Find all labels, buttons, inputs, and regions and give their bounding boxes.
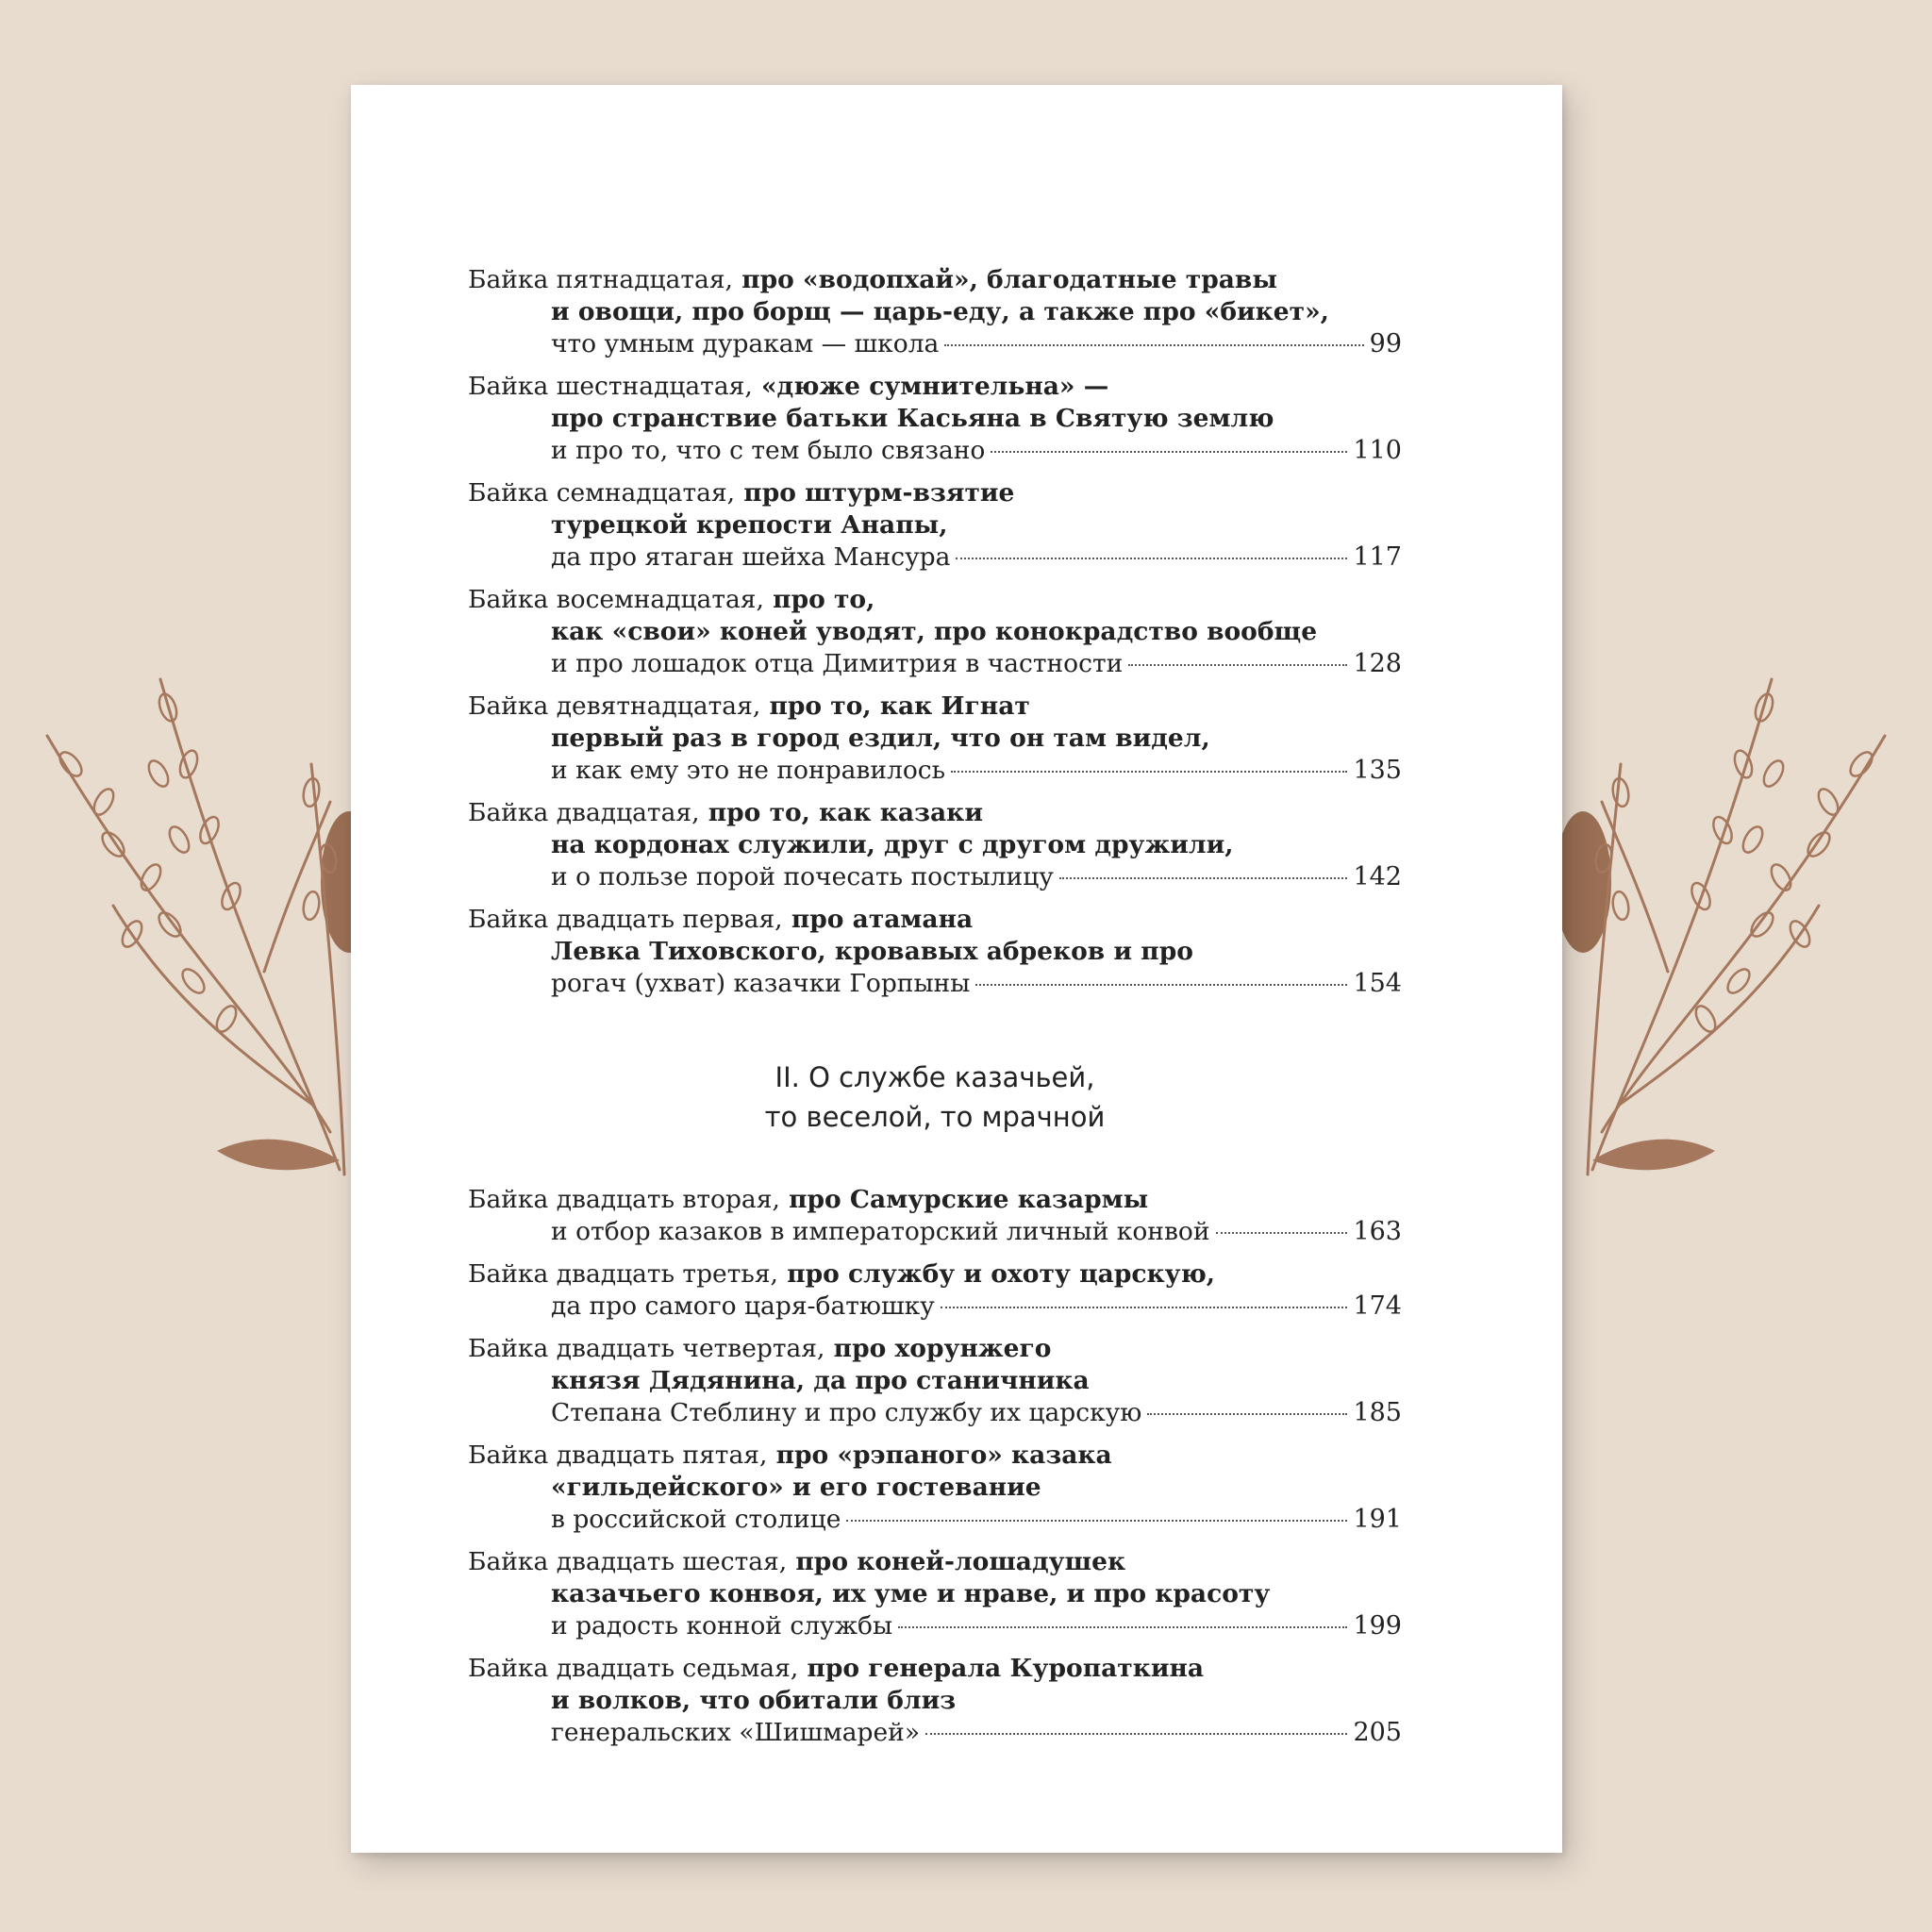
toc-entry-title-start: про генерала Куропаткина <box>798 1654 1205 1683</box>
toc-entry-middle-line: казачьего конвоя, их уме и нраве, и про красоту <box>551 1579 1271 1608</box>
toc-entry-lead: Байка шестнадцатая, <box>468 372 753 401</box>
dot-leader <box>1216 1232 1348 1234</box>
toc-entry-middle-line: «гильдейского» и его гостевание <box>551 1473 1041 1502</box>
toc-entry-last-text: и про то, что с тем было связано <box>551 436 986 465</box>
toc-entry <box>468 1258 1402 1323</box>
dot-leader <box>941 1307 1348 1308</box>
willow-branch-right-icon <box>1526 660 1904 1189</box>
toc-entry-title-start: про хорунжего <box>824 1334 1052 1363</box>
toc-entry-last-text: и радость конной службы <box>551 1611 893 1641</box>
toc-entry-last-text: и как ему это не понравилось <box>551 756 946 785</box>
toc-entry-title-start: про «рэпаного» казака <box>767 1441 1112 1470</box>
dot-leader <box>944 344 1363 346</box>
dot-leader <box>975 984 1347 986</box>
toc-page-number: 135 <box>1353 756 1402 785</box>
toc-entry-title-start: про коней-лошадушек <box>787 1547 1126 1576</box>
toc-entry <box>468 1333 1402 1429</box>
toc-entry-middle-line: и волков, что обитали близ <box>551 1686 957 1715</box>
dot-leader <box>1059 877 1348 879</box>
toc-entry-title-start: «дюже сумнительна» — <box>752 372 1109 401</box>
toc-entry-title-start: про «водопхай», благодатные травы <box>732 265 1277 294</box>
toc-list-section-two <box>468 1184 1402 1759</box>
toc-entry-title-start: про штурм-взятие <box>735 478 1015 508</box>
toc-page-number: 142 <box>1353 862 1402 891</box>
toc-entry-first-line <box>468 691 1402 723</box>
toc-entry-title-start: про Самурские казармы <box>779 1185 1149 1214</box>
toc-entry-first-line <box>468 904 1402 936</box>
toc-page-number: 199 <box>1353 1611 1402 1641</box>
section-heading-line1: II. О службе казачьей, <box>774 1061 1095 1093</box>
toc-entry-last-text: генеральских «Шишмарей» <box>551 1718 921 1747</box>
toc-entry-middle-line: про странствие батьки Касьяна в Святую землю <box>551 404 1274 433</box>
toc-entry-last-text: да про ятаган шейха Мансура <box>551 542 951 572</box>
toc-page-number: 174 <box>1353 1291 1402 1321</box>
toc-entry <box>468 1546 1402 1642</box>
toc-entry-lead: Байка двадцать четвертая, <box>468 1334 825 1363</box>
toc-entry-middle-line: турецкой крепости Анапы, <box>551 510 948 540</box>
toc-entry-title-start: про то, как Игнат <box>760 691 1030 721</box>
toc-entry-last-text: Степана Стеблину и про службу их царскую <box>551 1398 1142 1427</box>
toc-entry <box>468 1653 1402 1749</box>
toc-page-number: 117 <box>1353 542 1402 572</box>
toc-entry-first-line <box>468 264 1402 296</box>
toc-entry-first-line <box>468 1258 1402 1291</box>
toc-entry-last-line <box>468 968 1402 1000</box>
dot-leader <box>1128 664 1347 666</box>
toc-page-number: 110 <box>1353 436 1402 465</box>
toc-page-number: 99 <box>1369 329 1402 358</box>
toc-entry-first-line <box>468 1653 1402 1685</box>
toc-entry-last-text: и про лошадок отца Димитрия в частности <box>551 649 1124 678</box>
toc-entry-last-line <box>468 1717 1402 1749</box>
toc-entry <box>468 264 1402 360</box>
dot-leader <box>991 451 1347 453</box>
book-page <box>351 85 1562 1853</box>
toc-entry-last-text: в российской столице <box>551 1505 841 1534</box>
dot-leader <box>956 558 1347 559</box>
toc-page-number: 191 <box>1353 1505 1402 1534</box>
toc-entry-lead: Байка двадцать третья, <box>468 1259 778 1289</box>
toc-entry <box>468 371 1402 467</box>
toc-entry-lead: Байка двадцать вторая, <box>468 1185 780 1214</box>
toc-entry-first-line <box>468 1333 1402 1365</box>
toc-entry <box>468 584 1402 680</box>
toc-entry-first-line <box>468 1440 1402 1472</box>
toc-entry-lead: Байка двадцать шестая, <box>468 1547 788 1576</box>
dot-leader <box>898 1626 1347 1628</box>
toc-entry-title-start: про то, как казаки <box>699 798 983 827</box>
dot-leader <box>951 771 1347 773</box>
toc-entry-last-text: да про самого царя-батюшку <box>551 1291 935 1321</box>
toc-entry <box>468 904 1402 1000</box>
toc-entry-last-line <box>468 648 1402 680</box>
toc-entry-last-text: рогач (ухват) казачки Горпыны <box>551 969 971 998</box>
toc-entry-last-line <box>468 1397 1402 1429</box>
toc-entry-first-line <box>468 371 1402 403</box>
toc-entry <box>468 797 1402 893</box>
toc-entry-lead: Байка двадцатая, <box>468 798 700 827</box>
toc-entry-last-line <box>468 755 1402 787</box>
toc-entry-last-line <box>468 861 1402 893</box>
toc-entry-last-line <box>468 541 1402 574</box>
toc-entry-lead: Байка семнадцатая, <box>468 478 736 508</box>
toc-page-number: 185 <box>1353 1398 1402 1427</box>
toc-page-number: 163 <box>1353 1217 1402 1246</box>
toc-entry-lead: Байка двадцать пятая, <box>468 1441 768 1470</box>
toc-entry-first-line <box>468 584 1402 616</box>
toc-entry-middle-line: как «свои» коней уводят, про конокрадство вообще <box>551 617 1318 646</box>
toc-entry-last-line <box>468 1291 1402 1323</box>
toc-entry-middle-line: первый раз в город ездил, что он там видел, <box>551 724 1210 753</box>
toc-entry-title-start: про службу и охоту царскую, <box>777 1259 1215 1289</box>
toc-page-number: 128 <box>1353 649 1402 678</box>
toc-entry-middle-line: и овощи, про борщ — царь-еду, а также про «бикет», <box>551 297 1329 326</box>
toc-entry-lead: Байка двадцать седьмая, <box>468 1654 799 1683</box>
toc-entry-last-line <box>468 435 1402 467</box>
toc-entry <box>468 1440 1402 1536</box>
dot-leader <box>925 1733 1347 1735</box>
toc-entry-last-line <box>468 1216 1402 1248</box>
toc-entry-middle-line: на кордонах служили, друг с другом дружили, <box>551 830 1234 859</box>
toc-entry-last-text: и о пользе порой почесать постылицу <box>551 862 1054 891</box>
section-heading-line2: то веселой, то мрачной <box>764 1101 1106 1133</box>
toc-entry-first-line <box>468 797 1402 829</box>
toc-entry-lead: Байка восемнадцатая, <box>468 585 764 614</box>
toc-page-number: 154 <box>1353 969 1402 998</box>
toc-entry-last-text: что умным дуракам — школа <box>551 329 940 358</box>
dot-leader <box>1147 1413 1347 1415</box>
toc-entry-title-start: про то, <box>763 585 875 614</box>
toc-entry <box>468 691 1402 787</box>
toc-entry-lead: Байка девятнадцатая, <box>468 691 761 721</box>
toc-entry-first-line <box>468 1184 1402 1216</box>
toc-list-section-one <box>468 264 1402 1010</box>
toc-entry <box>468 1184 1402 1248</box>
section-heading <box>468 1058 1402 1137</box>
dot-leader <box>846 1520 1347 1522</box>
willow-branch-left-icon <box>28 660 406 1189</box>
toc-entry-last-line <box>468 1504 1402 1536</box>
toc-entry <box>468 477 1402 574</box>
toc-entry-lead: Байка двадцать первая, <box>468 905 783 934</box>
toc-entry-title-start: про атамана <box>782 905 974 934</box>
toc-entry-last-text: и отбор казаков в императорский личный конвой <box>551 1217 1210 1246</box>
toc-entry-first-line <box>468 477 1402 509</box>
toc-entry-middle-line: Левка Тиховского, кровавых абреков и про <box>551 937 1193 966</box>
toc-entry-last-line <box>468 1610 1402 1642</box>
toc-page-number: 205 <box>1353 1718 1402 1747</box>
toc-entry-first-line <box>468 1546 1402 1578</box>
toc-entry-middle-line: князя Дядянина, да про станичника <box>551 1366 1090 1395</box>
toc-entry-lead: Байка пятнадцатая, <box>468 265 733 294</box>
toc-entry-last-line <box>468 328 1402 360</box>
